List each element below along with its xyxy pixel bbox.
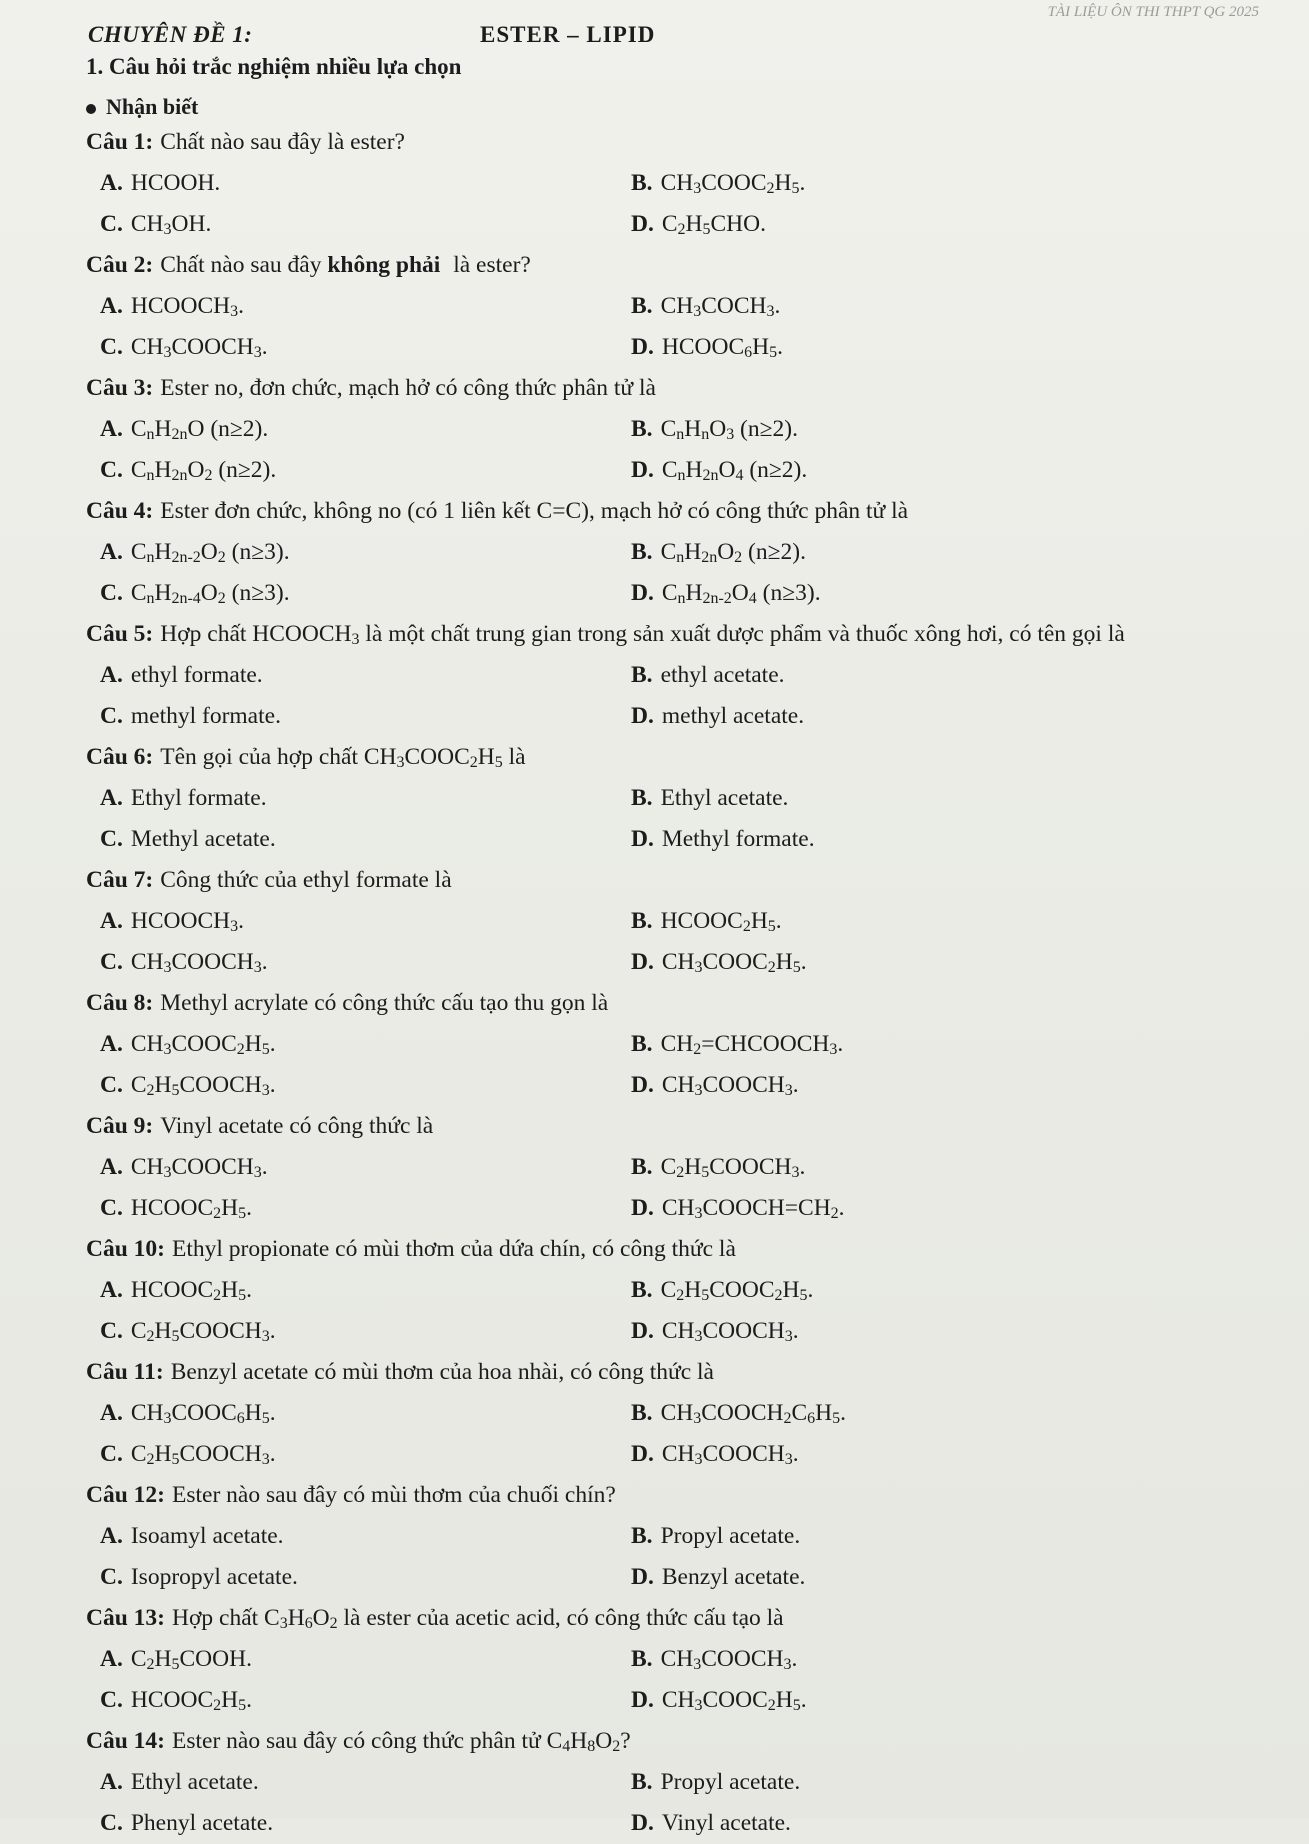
option-letter: D. xyxy=(631,1810,654,1837)
answer-options xyxy=(70,163,1290,245)
option-letter: D. xyxy=(631,334,654,361)
question-number: Câu 2: xyxy=(86,252,154,279)
answer-option-b[interactable] xyxy=(601,1639,1201,1680)
option-text: $C_2H_5COOCH_3$. xyxy=(130,1318,276,1346)
question-number: Câu 11: xyxy=(86,1359,164,1386)
option-letter: D. xyxy=(631,211,654,238)
question-number: Câu 5: xyxy=(86,621,154,648)
question-number: Câu 6: xyxy=(86,744,154,771)
answer-option-d[interactable] xyxy=(601,696,1201,737)
answer-option-b[interactable] xyxy=(601,1024,1201,1065)
answer-option-c[interactable] xyxy=(70,1680,601,1721)
answer-option-b[interactable] xyxy=(601,409,1201,450)
option-text: $HCOOCH_3$. xyxy=(130,908,244,936)
question-stem xyxy=(70,368,1290,409)
question-3 xyxy=(70,368,1290,491)
bullet-icon xyxy=(86,104,96,114)
answer-options xyxy=(70,1639,1290,1721)
question-10 xyxy=(70,1229,1290,1352)
option-text: Isopropyl acetate. xyxy=(130,1564,298,1591)
answer-option-c[interactable] xyxy=(70,1434,601,1475)
answer-option-b[interactable] xyxy=(601,1393,1201,1434)
question-stem xyxy=(70,614,1290,655)
option-letter: C. xyxy=(100,1072,123,1099)
option-text: Ethyl formate. xyxy=(130,785,267,812)
answer-option-b[interactable] xyxy=(601,1516,1201,1557)
option-letter: D. xyxy=(631,826,654,853)
question-8 xyxy=(70,983,1290,1106)
option-letter: C. xyxy=(100,1687,123,1714)
answer-option-d[interactable] xyxy=(601,1557,1201,1598)
question-text: Ester đơn chức, không no (có 1 liên kết C=C), mạch hở có công thức phân tử là xyxy=(160,498,909,525)
option-text: Ethyl acetate. xyxy=(660,785,789,812)
answer-option-a[interactable] xyxy=(70,286,601,327)
question-number: Câu 10: xyxy=(86,1236,165,1263)
option-letter: B. xyxy=(631,1400,653,1427)
option-letter: A. xyxy=(100,1769,123,1796)
option-letter: C. xyxy=(100,826,123,853)
answer-option-a[interactable] xyxy=(70,1516,601,1557)
answer-option-b[interactable] xyxy=(601,1270,1201,1311)
question-text: Ester nào sau đây có mùi thơm của chuối chín? xyxy=(172,1482,616,1509)
option-text: $C_nH_{2n-4}O_2$ (n≥3). xyxy=(130,580,290,608)
option-letter: A. xyxy=(100,662,123,689)
option-text: $C_nH_nO_3$ (n≥2). xyxy=(660,416,798,444)
chapter-label: CHUYÊN ĐỀ 1: xyxy=(88,22,253,47)
option-letter: C. xyxy=(100,211,123,238)
answer-options xyxy=(70,778,1290,860)
answer-option-c[interactable] xyxy=(70,450,601,491)
option-letter: B. xyxy=(631,416,653,443)
option-letter: A. xyxy=(100,1031,123,1058)
question-number: Câu 4: xyxy=(86,498,154,525)
option-text: $C_2H_5COOCH_3$. xyxy=(130,1441,276,1469)
option-letter: D. xyxy=(631,580,654,607)
option-text: $HCOOC_2H_5$. xyxy=(130,1687,252,1715)
option-text: $CH_3COOC_2H_5$. xyxy=(660,170,806,198)
option-letter: A. xyxy=(100,293,123,320)
option-letter: D. xyxy=(631,1441,654,1468)
answer-option-c[interactable] xyxy=(70,1803,601,1844)
question-stem xyxy=(70,1475,1290,1516)
answer-option-b[interactable] xyxy=(601,1762,1201,1803)
option-text: ethyl formate. xyxy=(130,662,263,689)
option-text: Ethyl acetate. xyxy=(130,1769,259,1796)
question-stem xyxy=(70,983,1290,1024)
answer-option-a[interactable] xyxy=(70,409,601,450)
option-letter: A. xyxy=(100,785,123,812)
answer-option-a[interactable] xyxy=(70,532,601,573)
option-text: $C_2H_5CHO$. xyxy=(661,211,766,239)
option-text: $CH_2=CHCOOCH_3$. xyxy=(660,1031,844,1059)
answer-option-d[interactable] xyxy=(601,942,1201,983)
answer-options xyxy=(70,655,1290,737)
question-stem xyxy=(70,737,1290,778)
option-letter: A. xyxy=(100,1523,123,1550)
answer-options xyxy=(70,409,1290,491)
option-letter: C. xyxy=(100,703,123,730)
answer-option-a[interactable] xyxy=(70,1024,601,1065)
question-stem xyxy=(70,1106,1290,1147)
option-text: $C_2H_5COOH$. xyxy=(130,1646,252,1674)
answer-options xyxy=(70,1762,1290,1844)
option-text: $CH_3COOCH_3$. xyxy=(661,1072,799,1100)
option-text: $HCOOC_6H_5$. xyxy=(661,334,783,362)
answer-option-a[interactable] xyxy=(70,1639,601,1680)
option-text: $C_nH_{2n}O_2$ (n≥2). xyxy=(660,539,806,567)
option-text: $C_2H_5COOCH_3$. xyxy=(660,1154,806,1182)
answer-option-d[interactable] xyxy=(601,204,1201,245)
answer-options xyxy=(70,286,1290,368)
option-letter: B. xyxy=(631,293,653,320)
answer-option-d[interactable] xyxy=(601,1680,1201,1721)
option-letter: A. xyxy=(100,908,123,935)
question-list xyxy=(70,122,1290,1844)
option-letter: A. xyxy=(100,539,123,566)
option-letter: B. xyxy=(631,1031,653,1058)
option-text: ethyl acetate. xyxy=(660,662,785,689)
question-stem xyxy=(70,1598,1290,1639)
page-header xyxy=(88,4,1269,58)
answer-option-d[interactable] xyxy=(601,327,1201,368)
answer-option-d[interactable] xyxy=(601,1434,1201,1475)
option-letter: C. xyxy=(100,334,123,361)
option-text: $HCOOC_2H_5$. xyxy=(130,1277,252,1305)
answer-options xyxy=(70,1393,1290,1475)
answer-option-b[interactable] xyxy=(601,655,1201,696)
option-text: $C_nH_{2n}O$ (n≥2). xyxy=(130,416,269,444)
answer-options xyxy=(70,1516,1290,1598)
answer-option-c[interactable] xyxy=(70,1065,601,1106)
option-letter: D. xyxy=(631,1318,654,1345)
question-number: Câu 14: xyxy=(86,1728,165,1755)
question-6 xyxy=(70,737,1290,860)
answer-options xyxy=(70,901,1290,983)
answer-option-c[interactable] xyxy=(70,942,601,983)
option-text: $C_nH_{2n-2}O_4$ (n≥3). xyxy=(661,580,821,608)
option-letter: A. xyxy=(100,170,123,197)
option-letter: D. xyxy=(631,1564,654,1591)
answer-option-b[interactable] xyxy=(601,778,1201,819)
answer-options xyxy=(70,1270,1290,1352)
option-text: $CH_3COOCH_3$. xyxy=(130,334,268,362)
answer-option-c[interactable] xyxy=(70,1557,601,1598)
topic-title: ESTER – LIPID xyxy=(480,22,656,47)
option-letter: B. xyxy=(631,1523,653,1550)
answer-option-a[interactable] xyxy=(70,778,601,819)
option-letter: C. xyxy=(100,1195,123,1222)
question-stem xyxy=(70,1721,1290,1762)
answer-option-a[interactable] xyxy=(70,1270,601,1311)
option-text: $CH_3OH$. xyxy=(130,211,212,239)
answer-option-d[interactable] xyxy=(601,1803,1201,1844)
answer-options xyxy=(70,1147,1290,1229)
option-letter: B. xyxy=(631,908,653,935)
question-2 xyxy=(70,245,1290,368)
question-number: Câu 3: xyxy=(86,375,154,402)
answer-option-d[interactable] xyxy=(601,819,1201,860)
answer-option-a[interactable] xyxy=(70,655,601,696)
option-letter: D. xyxy=(631,1072,654,1099)
option-letter: A. xyxy=(100,1646,123,1673)
question-stem xyxy=(70,860,1290,901)
option-text: methyl acetate. xyxy=(661,703,805,730)
option-text: Isoamyl acetate. xyxy=(130,1523,284,1550)
answer-option-c[interactable] xyxy=(70,819,601,860)
answer-option-c[interactable] xyxy=(70,696,601,737)
option-letter: C. xyxy=(100,949,123,976)
option-text: $CH_3COOCH_2C_6H_5$. xyxy=(660,1400,846,1428)
option-letter: B. xyxy=(631,662,653,689)
option-letter: C. xyxy=(100,1441,123,1468)
question-7 xyxy=(70,860,1290,983)
difficulty-label: Nhận biết xyxy=(106,94,199,119)
corner-header: TÀI LIỆU ÔN THI THPT QG 2025 xyxy=(1047,4,1259,20)
question-text: Công thức của ethyl formate là xyxy=(160,867,452,894)
option-text: Benzyl acetate. xyxy=(661,1564,806,1591)
option-letter: B. xyxy=(631,785,653,812)
answer-option-a[interactable] xyxy=(70,1393,601,1434)
question-stem xyxy=(70,245,1290,286)
question-number: Câu 1: xyxy=(86,129,154,156)
option-text: Vinyl acetate. xyxy=(661,1810,791,1837)
option-letter: B. xyxy=(631,539,653,566)
option-text: Propyl acetate. xyxy=(660,1769,801,1796)
option-text: $CH_3COOCH_3$. xyxy=(661,1318,799,1346)
option-text: Phenyl acetate. xyxy=(130,1810,274,1837)
answer-option-c[interactable] xyxy=(70,573,601,614)
answer-option-d[interactable] xyxy=(601,1188,1201,1229)
option-letter: C. xyxy=(100,457,123,484)
answer-option-c[interactable] xyxy=(70,204,601,245)
answer-options xyxy=(70,532,1290,614)
question-number: Câu 13: xyxy=(86,1605,165,1632)
answer-option-c[interactable] xyxy=(70,1188,601,1229)
option-letter: D. xyxy=(631,703,654,730)
option-text: $C_nH_{2n}O_4$ (n≥2). xyxy=(661,457,808,485)
answer-option-d[interactable] xyxy=(601,1065,1201,1106)
question-stem xyxy=(70,491,1290,532)
option-text: Propyl acetate. xyxy=(660,1523,801,1550)
question-text: Ester nào sau đây có công thức phân tử $C_4H_8O_2$? xyxy=(172,1728,631,1756)
difficulty-level xyxy=(86,94,198,120)
option-text: $CH_3COOCH_3$. xyxy=(130,949,268,977)
question-number: Câu 12: xyxy=(86,1482,165,1509)
answer-option-b[interactable] xyxy=(601,1147,1201,1188)
question-text: Vinyl acetate có công thức là xyxy=(160,1113,434,1140)
option-letter: B. xyxy=(631,1769,653,1796)
option-text: $CH_3COOC_6H_5$. xyxy=(130,1400,276,1428)
answer-options xyxy=(70,1024,1290,1106)
answer-option-c[interactable] xyxy=(70,1311,601,1352)
answer-option-d[interactable] xyxy=(601,1311,1201,1352)
answer-option-c[interactable] xyxy=(70,327,601,368)
option-letter: D. xyxy=(631,949,654,976)
answer-option-d[interactable] xyxy=(601,573,1201,614)
question-text: Chất nào sau đây không phải là ester? xyxy=(160,252,531,279)
option-text: $CH_3COOCH_3$. xyxy=(661,1441,799,1469)
answer-option-b[interactable] xyxy=(601,163,1201,204)
question-text: Hợp chất $HCOOCH_3$ là một chất trung gian trong sản xuất dược phẩm và thuốc xông hơi, có tên gọi là xyxy=(160,621,1125,649)
question-text: Benzyl acetate có mùi thơm của hoa nhài, có công thức là xyxy=(170,1359,714,1386)
option-text: $C_nH_{2n}O_2$ (n≥2). xyxy=(130,457,277,485)
option-text: Methyl acetate. xyxy=(130,826,276,853)
option-text: $C_nH_{2n-2}O_2$ (n≥3). xyxy=(130,539,290,567)
option-letter: C. xyxy=(100,1810,123,1837)
option-text: $C_2H_5COOC_2H_5$. xyxy=(660,1277,814,1305)
option-text: $CH_3COOCH_3$. xyxy=(660,1646,798,1674)
option-letter: D. xyxy=(631,457,654,484)
option-letter: B. xyxy=(631,1154,653,1181)
option-letter: D. xyxy=(631,1687,654,1714)
option-letter: B. xyxy=(631,1277,653,1304)
question-text: Ethyl propionate có mùi thơm của dứa chín, có công thức là xyxy=(172,1236,736,1263)
answer-option-a[interactable] xyxy=(70,163,601,204)
option-letter: C. xyxy=(100,1318,123,1345)
question-text: Ester no, đơn chức, mạch hở có công thức phân tử là xyxy=(160,375,656,402)
option-text: HCOOH. xyxy=(130,170,221,197)
question-11 xyxy=(70,1352,1290,1475)
option-text: $HCOOC_2H_5$. xyxy=(660,908,782,936)
option-letter: A. xyxy=(100,1154,123,1181)
option-letter: D. xyxy=(631,1195,654,1222)
option-text: $CH_3COOC_2H_5$. xyxy=(130,1031,276,1059)
answer-option-d[interactable] xyxy=(601,450,1201,491)
answer-option-a[interactable] xyxy=(70,1762,601,1803)
question-5 xyxy=(70,614,1290,737)
question-stem xyxy=(70,1352,1290,1393)
option-text: $CH_3COCH_3$. xyxy=(660,293,781,321)
option-text: $CH_3COOC_2H_5$. xyxy=(661,949,807,977)
question-text: Chất nào sau đây là ester? xyxy=(160,129,405,156)
question-14 xyxy=(70,1721,1290,1844)
question-number: Câu 8: xyxy=(86,990,154,1017)
option-text: Methyl formate. xyxy=(661,826,815,853)
option-letter: A. xyxy=(100,416,123,443)
question-9 xyxy=(70,1106,1290,1229)
answer-option-a[interactable] xyxy=(70,1147,601,1188)
answer-option-b[interactable] xyxy=(601,532,1201,573)
option-text: $CH_3COOCH_3$. xyxy=(130,1154,268,1182)
question-stem xyxy=(70,1229,1290,1270)
answer-option-b[interactable] xyxy=(601,901,1201,942)
option-letter: B. xyxy=(631,170,653,197)
option-letter: A. xyxy=(100,1400,123,1427)
option-letter: C. xyxy=(100,1564,123,1591)
answer-option-b[interactable] xyxy=(601,286,1201,327)
question-4 xyxy=(70,491,1290,614)
option-letter: B. xyxy=(631,1646,653,1673)
question-1 xyxy=(70,122,1290,245)
option-text: methyl formate. xyxy=(130,703,281,730)
answer-option-a[interactable] xyxy=(70,901,601,942)
question-number: Câu 9: xyxy=(86,1113,154,1140)
option-text: $HCOOCH_3$. xyxy=(130,293,244,321)
question-12 xyxy=(70,1475,1290,1598)
option-text: $C_2H_5COOCH_3$. xyxy=(130,1072,276,1100)
question-text: Tên gọi của hợp chất $CH_3COOC_2H_5$ là xyxy=(160,744,526,772)
option-letter: C. xyxy=(100,580,123,607)
option-text: $CH_3COOC_2H_5$. xyxy=(661,1687,807,1715)
section-title: 1. Câu hỏi trắc nghiệm nhiều lựa chọn xyxy=(86,54,462,79)
option-text: $CH_3COOCH=CH_2$. xyxy=(661,1195,845,1223)
question-text: Methyl acrylate có công thức cấu tạo thu gọn là xyxy=(160,990,609,1017)
option-text: $HCOOC_2H_5$. xyxy=(130,1195,252,1223)
question-number: Câu 7: xyxy=(86,867,154,894)
question-13 xyxy=(70,1598,1290,1721)
option-letter: A. xyxy=(100,1277,123,1304)
question-text: Hợp chất $C_3H_6O_2$ là ester của acetic acid, có công thức cấu tạo là xyxy=(172,1605,784,1633)
question-stem xyxy=(70,122,1290,163)
